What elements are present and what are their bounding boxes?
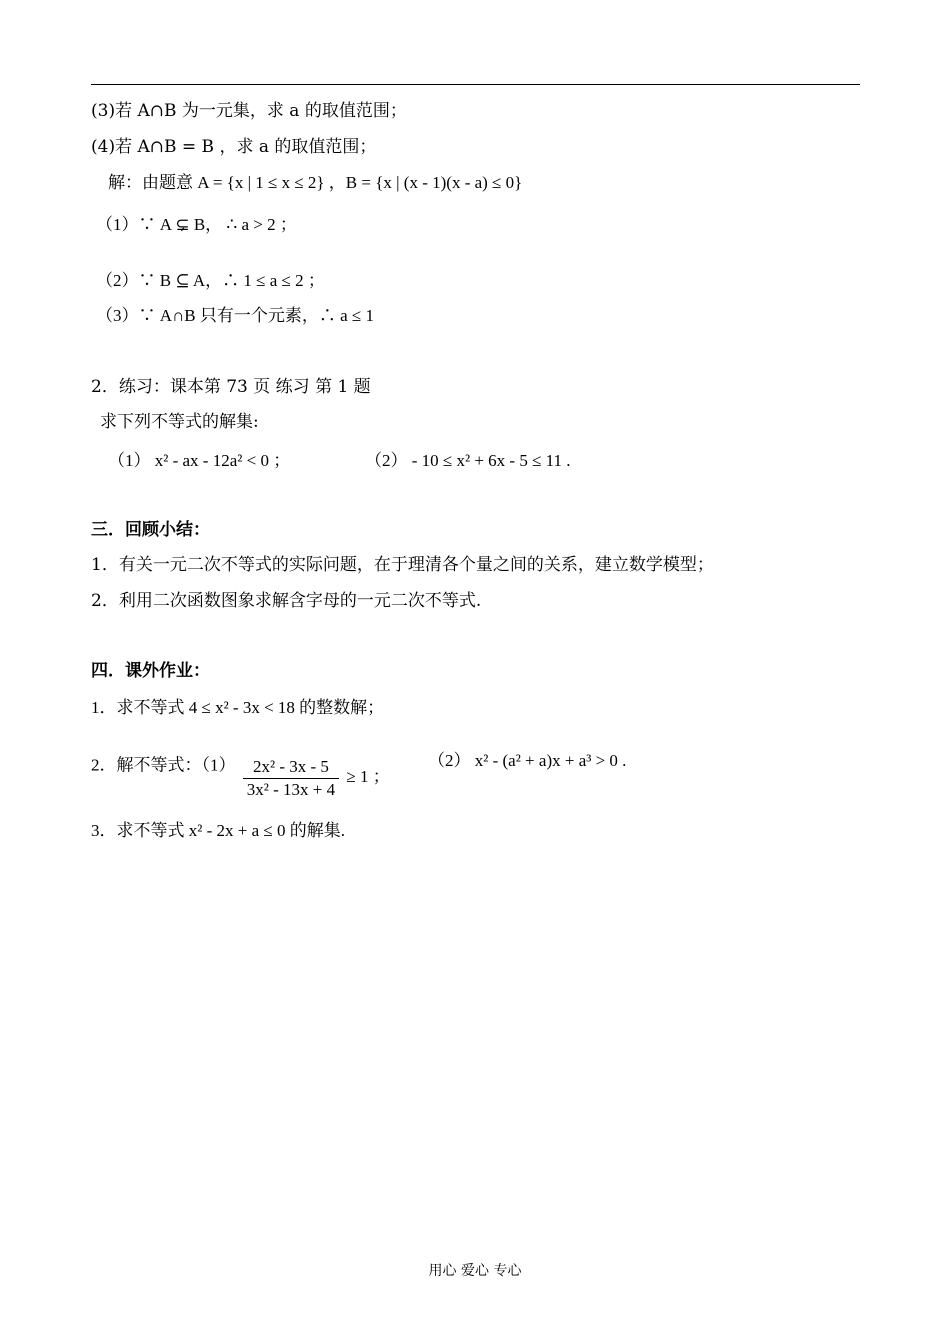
exercise-prompt: 求下列不等式的解集:: [100, 412, 259, 432]
homework-item-2-part-2: （2） x² - (a² + a)x + a³ > 0 .: [428, 751, 627, 770]
review-item-2: 2．利用二次函数图象求解含字母的一元二次不等式.: [91, 591, 482, 611]
header-rule: [91, 84, 860, 85]
fraction-relation: ≥ 1 ；: [346, 767, 390, 787]
homework-item-2-label: 2．解不等式：（1）: [91, 755, 236, 775]
section-homework-title: 四．课外作业：: [91, 661, 210, 681]
review-item-1: 1．有关一元二次不等式的实际问题，在于理清各个量之间的关系，建立数学模型；: [91, 555, 714, 575]
solution-3: （3）∵ A∩B 只有一个元素，∴ a ≤ 1: [96, 306, 375, 325]
exercise-item-2: （2） - 10 ≤ x² + 6x - 5 ≤ 11 .: [365, 451, 571, 470]
fraction-numerator: 2x² - 3x - 5: [243, 757, 339, 779]
solution-1: （1）∵ A ⊊ B， ∴ a > 2 ；: [96, 215, 297, 234]
page-footer: 用心 爱心 专心: [428, 1263, 522, 1279]
homework-item-3: 3．求不等式 x² - 2x + a ≤ 0 的解集.: [91, 821, 345, 840]
fraction-inequality: [243, 757, 339, 800]
homework-item-1: 1．求不等式 4 ≤ x² - 3x < 18 的整数解；: [91, 698, 385, 717]
homework-item-2: [91, 745, 390, 799]
solution-intro: 解：由题意 A = {x | 1 ≤ x ≤ 2} ，B = {x | (x - 1)(x - a) ≤ 0}: [108, 173, 523, 192]
exercise-item-1: （1） x² - ax - 12a² < 0 ；: [108, 451, 291, 470]
problem-4: (4)若 A∩B = B ，求 a 的取值范围；: [91, 137, 377, 157]
solution-2: （2）∵ B ⊆ A，∴ 1 ≤ a ≤ 2 ；: [96, 271, 325, 290]
fraction-denominator: 3x² - 13x + 4: [246, 780, 336, 799]
exercise-heading: 2．练习：课本第 73 页 练习 第 1 题: [91, 377, 371, 397]
section-review-title: 三．回顾小结：: [91, 520, 210, 540]
problem-3: (3)若 A∩B 为一元集，求 a 的取值范围；: [91, 101, 407, 121]
